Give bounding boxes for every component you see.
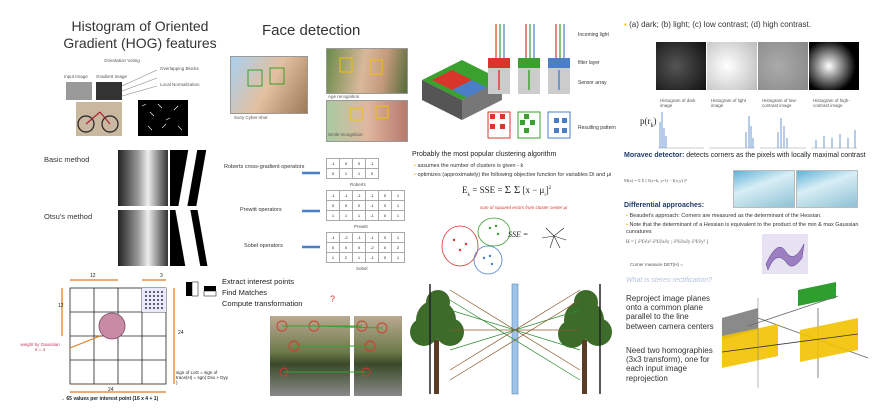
hog-figure	[62, 56, 202, 146]
face-caption-age: Age recognition	[328, 94, 360, 99]
hog-title-line1: Histogram of Oriented	[71, 18, 209, 34]
hessian-matrix: H = [ ∂²f/∂x² ∂²f/∂x∂y ; ∂²f/∂x∂y ∂²f/∂y² ]	[626, 240, 709, 245]
diff-heading: Differential approaches:	[624, 202, 705, 209]
operator-arrows	[296, 160, 326, 255]
kernel-tables	[326, 158, 406, 278]
bullet-icon: ▪	[414, 172, 416, 178]
sift-descriptor-grid	[30, 268, 190, 398]
contrast-hist-label-dark: Histogram of dark image	[660, 98, 696, 108]
basic-method-label: Basic method	[44, 155, 90, 164]
matching-question: ?	[330, 294, 336, 304]
contrast-img-light	[707, 42, 757, 90]
moravec-photo-2	[796, 170, 858, 208]
otsu-method-label: Otsu's method	[44, 212, 93, 221]
stereo-faint-title: What is stereo rectification?	[626, 277, 712, 284]
curvature-surface	[762, 234, 808, 274]
step-match: Find Matches	[222, 288, 268, 297]
sensor-label-filter: filter layer	[578, 60, 600, 66]
kmeans-bullet-1-text: assumes the number of clusters is given - k	[417, 163, 524, 169]
diff-bullet-1-text: Beaudet's approach: Corners are measured as the determinant of the Hessian.	[629, 213, 822, 219]
bullet-icon: ▪	[626, 222, 628, 228]
contrast-histograms	[653, 92, 861, 150]
hog-label-gradient: Gradient Image	[96, 74, 128, 79]
hog-label-voting: Orientation Voting	[104, 58, 140, 63]
prewitt-kernels: -1 -1 -1 -1 0 1 0 0 0 -1 0 1 1 1 1 -1 0 1	[326, 190, 405, 221]
stereo-trees-diagram	[410, 280, 620, 398]
hog-label-normalization: Local Normalization	[160, 82, 200, 87]
formula-e: E	[462, 185, 468, 195]
sift-dim-3: 3	[160, 273, 163, 279]
bullet-icon: ▪	[624, 20, 627, 29]
formula-mid: = SSE =	[470, 185, 505, 195]
contrast-hist-label-light: Histogram of light image	[711, 98, 747, 108]
sobel-caption: Sobel	[356, 266, 368, 271]
lena-gray-2	[118, 210, 168, 266]
hog-title-line2: Gradient (HOG) features	[63, 35, 217, 51]
haar-features-icon	[182, 278, 222, 302]
contrast-caption	[624, 20, 811, 29]
lena-threshold-2	[170, 210, 220, 266]
sift-dim-12-left: 12	[58, 303, 64, 309]
sift-dim-12-top: 12	[90, 273, 96, 279]
sensor-label-array: Sensor array	[578, 80, 607, 86]
kmeans-title: Probably the most popular clustering algorithm	[412, 151, 557, 158]
roberts-caption: Roberts	[350, 182, 366, 187]
sse-label: SSE =	[508, 230, 529, 239]
moravec-heading: Moravec detector:	[624, 152, 685, 159]
stereo-rectification-diagram	[718, 278, 878, 398]
sobel-kernels: -1 -2 -1 -1 0 1 0 0 0 -2 0 2 1 2 1 -1 0 1	[326, 232, 405, 263]
stereo-text-2: Need two homographies (3x3 transform), one for each input image reprojection	[626, 346, 713, 383]
p-label-end: )	[653, 116, 657, 126]
feature-matches	[270, 316, 404, 396]
matching-steps	[222, 276, 302, 309]
lena-gray-1	[118, 150, 168, 206]
sift-dim-24-bottom: 24	[108, 387, 114, 393]
corner-measure: Corner measure DET(H) =	[630, 262, 683, 267]
moravec-block	[624, 152, 874, 159]
diff-bullet-2	[626, 222, 871, 236]
face-title: Face detection	[262, 22, 361, 39]
kmeans-bullet-1	[414, 163, 523, 169]
face-caption-cybershot: Sony Cyber-shot	[234, 115, 268, 120]
hog-pipeline-diagram	[62, 56, 202, 146]
sift-sign-note: sign of LoG = sign of trace(H) = sgn( Dxx + Dyy )	[176, 370, 229, 385]
sift-weight-label	[20, 342, 60, 352]
prewitt-label: Prewitt operators	[240, 207, 282, 213]
stereo-text-1: Reproject image planes onto a common plane parallel to the line between camera centers	[626, 294, 714, 331]
kmeans-formula: $E_k$ = SSE = Σ Σ $[x - \mu_i]^2$	[462, 184, 552, 198]
moravec-photo-1	[733, 170, 795, 208]
kmeans-bullet-2-text: optimizes (approximately) the following objective function for variables Di and μi	[417, 172, 612, 178]
sift-sigma: σ = 4	[34, 347, 46, 352]
kmeans-formula-note: sum of squared errors from cluster center μi	[480, 205, 568, 210]
roberts-kernels: -1 0 0 -1 0 1 1 0	[326, 158, 379, 179]
p-label-text: p(r	[640, 116, 651, 126]
sensor-label-light: Incoming light	[578, 32, 609, 38]
contrast-img-dark	[656, 42, 706, 90]
kmeans-bullet-2	[414, 172, 611, 178]
p-label-sub: k	[650, 122, 654, 129]
bullet-icon: ▪	[626, 213, 628, 219]
lena-threshold-1	[170, 150, 220, 206]
sift-values-note: → 65 values per interest point (16 x 4 + 1)	[60, 396, 159, 402]
sensor-label-pattern: Resulting pattern	[578, 125, 616, 131]
sift-weight-text: weight by Gaussian	[20, 342, 60, 347]
hog-label-blocks: Overlapping Blocks	[160, 66, 199, 71]
face-images	[230, 48, 410, 148]
bullet-icon: ▪	[414, 163, 416, 169]
face-detection-boxes	[230, 48, 410, 148]
step-extract: Extract interest points	[222, 277, 295, 286]
contrast-img-low	[758, 42, 808, 90]
contrast-hist-label-high: Histogram of high-contrast image	[813, 98, 850, 108]
hog-label-input: Input Image	[64, 74, 88, 79]
diff-bullet-1	[626, 213, 871, 219]
contrast-img-high	[809, 42, 859, 90]
moravec-formula: M(x) = Σ Σ [ I(x+k, y+l) − I(x,y) ]²	[624, 178, 687, 183]
step-transform: Compute transformation	[222, 299, 303, 308]
diff-bullet-2-text: Note that the determinant of a Hessian is equivalent to the product of the min & max Gaussian curvatures	[626, 222, 859, 236]
roberts-label: Roberts cross-gradient operators	[224, 164, 305, 170]
contrast-images	[653, 42, 861, 152]
prewitt-caption: Prewitt	[354, 224, 368, 229]
contrast-caption-text: (a) dark; (b) light; (c) low contrast; (d) high contrast.	[629, 20, 811, 29]
hog-title	[50, 18, 230, 52]
sift-dim-24-right: 24	[178, 330, 184, 336]
face-caption-smile: Smile recognition	[328, 132, 363, 137]
contrast-hist-label-low: Histogram of low-contrast image	[762, 98, 798, 108]
moravec-text: detects corners as the pixels with locally maximal contrast	[684, 152, 866, 159]
sobel-label: Sobel operators	[244, 243, 283, 249]
kmeans-diagram	[438, 210, 578, 280]
contrast-p-label	[640, 116, 657, 129]
